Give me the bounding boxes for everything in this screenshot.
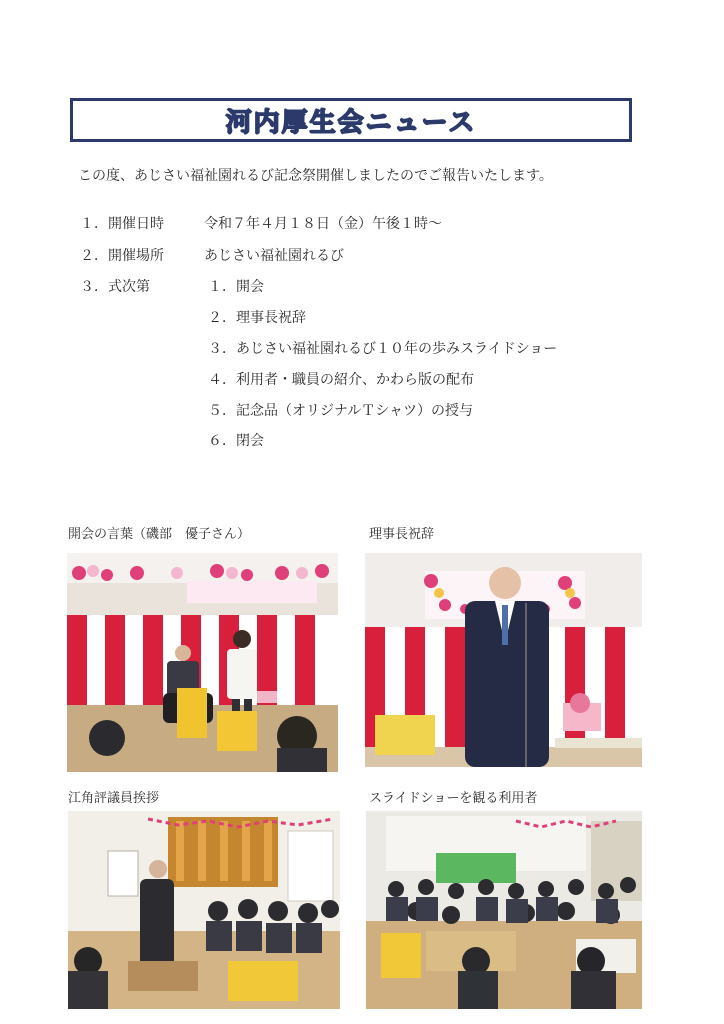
detail-date-label: １．開催日時	[80, 216, 164, 232]
detail-program-label: ３．式次第	[80, 279, 150, 295]
intro-text: この度、あじさい福祉園れるび記念祭開催しましたのでご報告いたします。	[78, 168, 553, 184]
program-item: ４．利用者・職員の紹介、かわら版の配布	[208, 372, 474, 388]
program-item: ５．記念品（オリジナルＴシャツ）の授与	[208, 403, 474, 419]
detail-venue-label: ２．開催場所	[80, 248, 164, 264]
photo-councilor-greeting	[68, 811, 340, 1009]
photo-caption-slideshow: スライドショーを観る利用者	[369, 791, 538, 806]
photo-slideshow-audience	[366, 811, 642, 1009]
detail-venue-value: あじさい福祉園れるび	[204, 248, 344, 264]
program-item: ６．閉会	[208, 433, 264, 449]
program-item: １．開会	[208, 279, 264, 295]
photo-caption-councilor: 江角評議員挨拶	[68, 791, 160, 806]
program-item: ２．理事長祝辞	[208, 310, 306, 326]
program-item: ３．あじさい福祉園れるび１０年の歩みスライドショー	[208, 341, 558, 357]
news-title-box	[70, 98, 632, 142]
photo-opening-speech	[67, 553, 338, 772]
photo-chairman-address	[365, 553, 642, 767]
photo-caption-chairman: 理事長祝辞	[369, 527, 435, 542]
photo-caption-opening: 開会の言葉（磯部 優子さん）	[68, 527, 251, 542]
news-title: 河内厚生会ニュース	[225, 107, 477, 138]
detail-date-value: 令和７年４月１８日（金）午後１時～	[204, 216, 442, 232]
